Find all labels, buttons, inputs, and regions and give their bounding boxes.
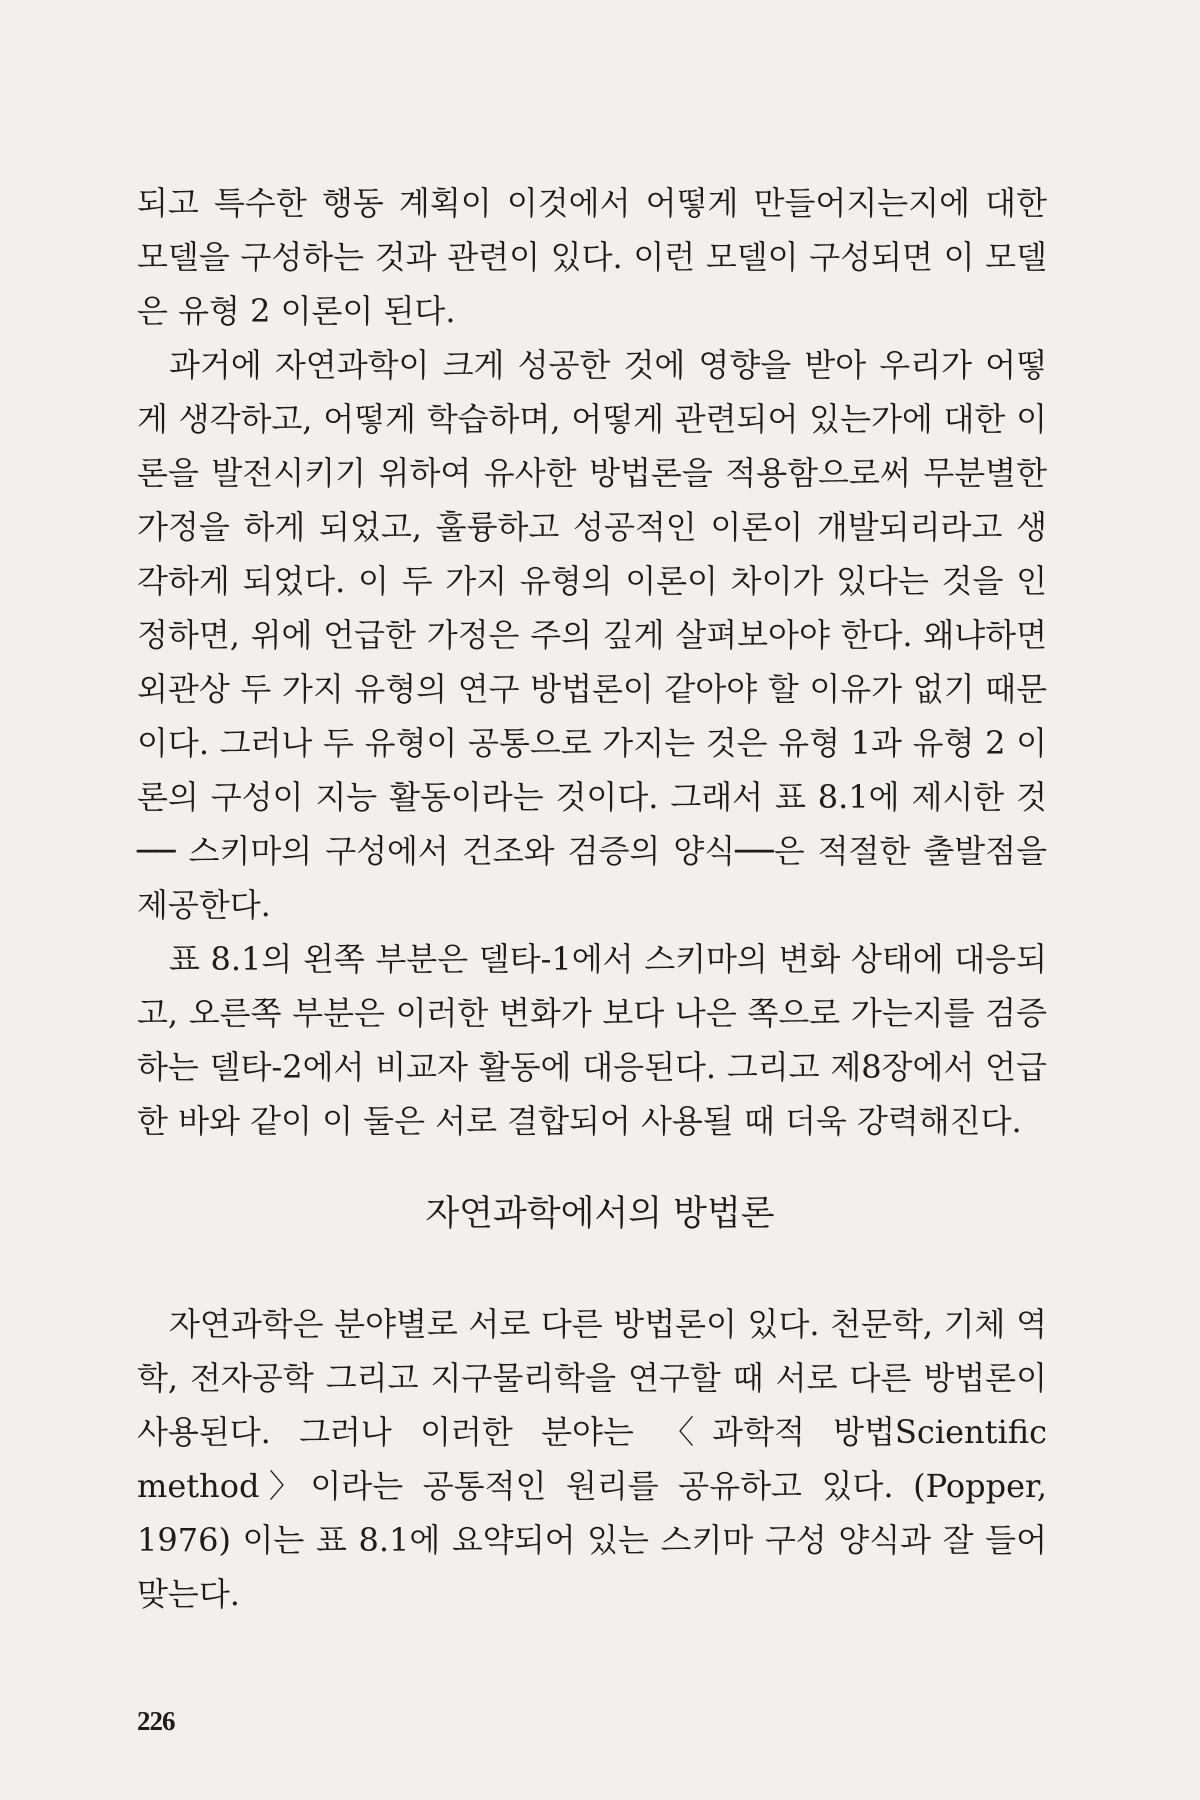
- body-text-top: [137, 176, 1047, 1148]
- section-heading: 자연과학에서의 방법론: [425, 1194, 775, 1234]
- paragraph-continuation: 되고 특수한 행동 계획이 이것에서 어떻게 만들어지는지에 대한 모델을 구성하는 것과 관련이 있다. 이런 모델이 구성되면 이 모델은 유형 2 이론이 된다.: [137, 184, 1047, 330]
- body-text-bottom: [137, 1297, 1047, 1621]
- paragraph-table-8-1: 표 8.1의 왼쪽 부분은 델타-1에서 스키마의 변화 상태에 대응되고, 오른쪽 부분은 이러한 변화가 보다 나은 쪽으로 가는지를 검증하는 델타-2에서 비교자 활동에 대응된다. 그리고 제8장에서 언급한 바와 같이 이 둘은 서로 결합되어 사용될 때 더욱 강력해진다.: [137, 940, 1047, 1140]
- page-number: 226: [137, 1706, 175, 1736]
- paragraph-natural-science-methods: 자연과학은 분야별로 서로 다른 방법론이 있다. 천문학, 기체 역학, 전자공학 그리고 지구물리학을 연구할 때 서로 다른 방법론이 사용된다. 그러나 이러한 분야는 〈과학적 방법Scientific method〉이라는 공통적인 원리를 공유하고 있다. (Popper, 1976) 이는 표 8.1에 요약되어 있는 스키마 구성 양식과 잘 들어맞는다.: [137, 1305, 1047, 1613]
- paragraph-natural-science-influence: 과거에 자연과학이 크게 성공한 것에 영향을 받아 우리가 어떻게 생각하고, 어떻게 학습하며, 어떻게 관련되어 있는가에 대한 이론을 발전시키기 위하여 유사한 방법론을 적용함으로써 무분별한 가정을 하게 되었고, 훌륭하고 성공적인 이론이 개발되리라고 생각하게 되었다. 이 두 가지 유형의 이론이 차이가 있다는 것을 인정하면, 위에 언급한 가정은 주의 깊게 살펴보아야 한다. 왜냐하면 외관상 두 가지 유형의 연구 방법론이 같아야 할 이유가 없기 때문이다. 그러나 두 유형이 공통으로 가지는 것은 유형 1과 유형 2 이론의 구성이 지능 활동이라는 것이다. 그래서 표 8.1에 제시한 것── 스키마의 구성에서 건조와 검증의 양식──은 적절한 출발점을 제공한다.: [137, 346, 1047, 924]
